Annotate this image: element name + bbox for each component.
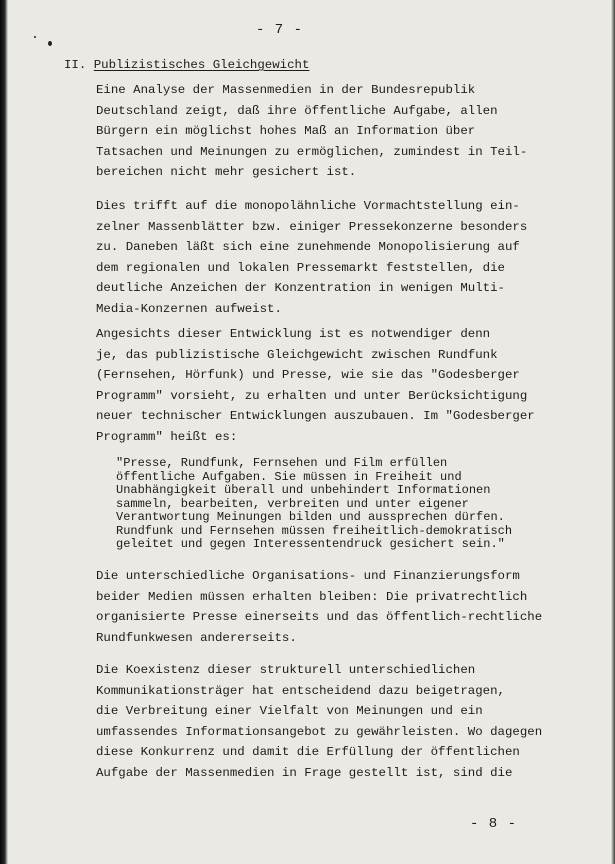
text-line: Programm" heißt es: — [96, 429, 238, 444]
quote-line: Rundfunk und Fernsehen müssen freiheitlich-demokratisch — [116, 523, 513, 538]
text-line: die Verbreitung einer Vielfalt von Meinungen und ein — [96, 704, 483, 718]
paragraph-monopoly — [96, 196, 527, 319]
section-title: Publizistisches Gleichgewicht — [93, 58, 310, 72]
quote-line: Verantwortung Meinungen bilden und aussprechen dürfen. — [116, 510, 505, 524]
section-number: II. — [64, 58, 87, 72]
page-number-top: - 7 - — [256, 22, 304, 38]
text-line: diese Konkurrenz und damit die Erfüllung der öffentlichen — [96, 745, 520, 759]
text-line: Programm" vorsieht, zu erhalten und unter Berücksichtigung — [96, 388, 528, 403]
paragraph-analysis — [96, 80, 527, 183]
scan-border-left — [0, 0, 8, 864]
text-line: Angesichts dieser Entwicklung ist es notwendiger denn — [96, 327, 491, 341]
quote-line: öffentliche Aufgaben. Sie müssen in Freiheit und — [116, 469, 462, 484]
text-line: Dies trifft auf die monopolähnliche Vormachtstellung ein- — [96, 199, 520, 213]
text-line: zu. Daneben läßt sich eine zunehmende Monopolisierung auf — [96, 240, 520, 254]
quote-line: sammeln, bearbeiten, verbreiten und unter eigener — [116, 496, 469, 511]
text-line: Aufgabe der Massenmedien in Frage gestellt ist, sind die — [96, 765, 513, 780]
text-line: neuer technischer Entwicklungen auszubauen. Im "Godesberger — [96, 409, 535, 423]
quote-line: geleitet und gegen Interessentendruck gesichert sein." — [116, 537, 505, 551]
text-line: Die Koexistenz dieser strukturell unterschiedlichen — [96, 663, 476, 677]
paragraph-coexistence — [96, 660, 542, 783]
text-line: Deutschland zeigt, daß ihre öffentliche Aufgabe, allen — [96, 103, 498, 118]
text-line: Die unterschiedliche Organisations- und Finanzierungsform — [96, 569, 520, 583]
quote-line: "Presse, Rundfunk, Fernsehen und Film erfüllen — [116, 456, 448, 470]
text-line: je, das publizistische Gleichgewicht zwischen Rundfunk — [96, 347, 498, 362]
quote-line: Unabhängigkeit überall und unbehindert Informationen — [116, 483, 491, 497]
text-line: zelner Massenblätter bzw. einiger Pressekonzerne besonders — [96, 219, 528, 234]
text-line: Bürgern ein möglichst hohes Maß an Information über — [96, 124, 476, 138]
section-heading — [64, 58, 309, 72]
text-line: (Fernsehen, Hörfunk) und Presse, wie sie das "Godesberger — [96, 368, 520, 382]
text-line: Kommunikationsträger hat entscheidend dazu beigetragen, — [96, 683, 505, 698]
text-line: deutliche Anzeichen der Konzentration in wenigen Multi- — [96, 281, 505, 295]
text-line: Rundfunkwesen andererseits. — [96, 630, 297, 645]
block-quote-godesberg — [116, 457, 512, 552]
text-line: Tatsachen und Meinungen zu ermöglichen, zumindest in Teil- — [96, 144, 528, 159]
text-line: beider Medien müssen erhalten bleiben: Die privatrechtlich — [96, 589, 528, 604]
text-line: bereichen nicht mehr gesichert ist. — [96, 165, 357, 179]
text-line: Eine Analyse der Massenmedien in der Bundesrepublik — [96, 83, 476, 97]
scan-speck — [34, 36, 36, 38]
text-line: umfassendes Informationsangebot zu gewährleisten. Wo dagegen — [96, 724, 543, 739]
scan-speck — [48, 41, 52, 46]
scan-border-right — [611, 0, 615, 864]
text-line: Media-Konzernen aufweist. — [96, 301, 282, 316]
text-line: organisierte Presse einerseits und das öffentlich-rechtliche — [96, 610, 543, 624]
page-number-bottom: - 8 - — [470, 816, 518, 832]
paragraph-organisation — [96, 566, 542, 648]
paragraph-balance — [96, 324, 535, 447]
text-line: dem regionalen und lokalen Pressemarkt feststellen, die — [96, 260, 505, 275]
